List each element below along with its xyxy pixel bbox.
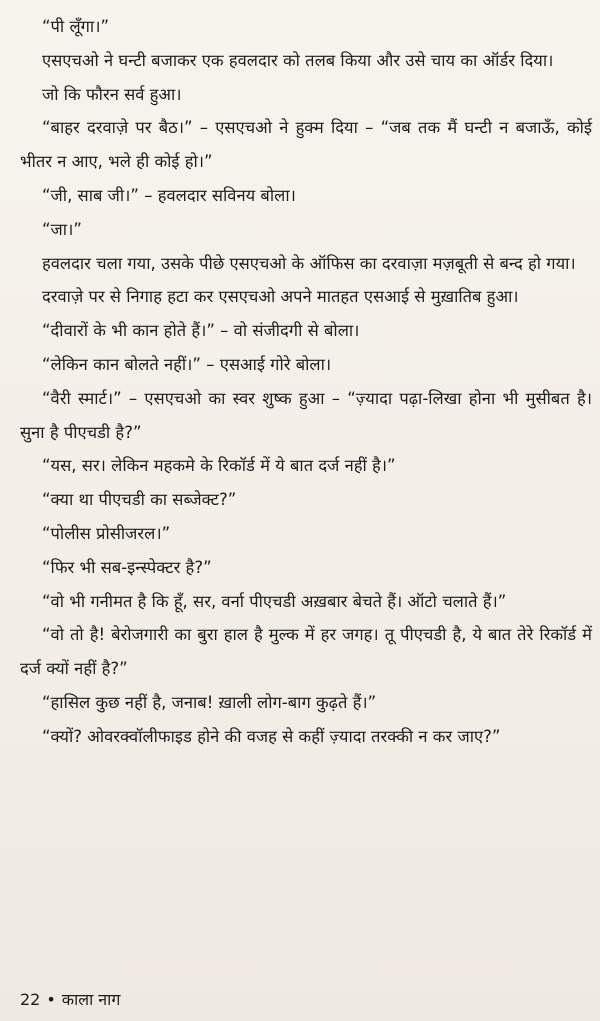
paragraph: “जा।” xyxy=(42,219,82,239)
paragraph: “फिर भी सब-इन्स्पेक्टर है?” xyxy=(42,557,212,577)
footer-separator: • xyxy=(46,990,56,1009)
paragraph: “पी लूँगा।” xyxy=(42,17,109,36)
page-footer xyxy=(20,988,120,1010)
paragraph: हवलदार चला गया, उसके पीछे एसएचओ के ऑफिस का दरवाज़ा मज़बूती से बन्द हो गया। xyxy=(42,253,576,273)
paragraph: “बाहर दरवाज़े पर बैठ।” – एसएचओ ने हुक्म दिया – “जब तक मैं घन्टी न बजाऊँ, कोई भीतर न आए, भले ही कोई हो।” xyxy=(20,118,592,172)
paragraph: “हासिल कुछ नहीं है, जनाब! ख़ाली लोग-बाग कुढ़ते हैं।” xyxy=(42,692,377,712)
book-title: काला नाग xyxy=(61,990,121,1009)
paragraph: “दीवारों के भी कान होते हैं।” – वो संजीदगी से बोला। xyxy=(42,321,360,341)
paragraph: दरवाज़े पर से निगाह हटा कर एसएचओ अपने मातहत एसआई से मुख़ातिब हुआ। xyxy=(42,287,519,307)
page-number: 22 xyxy=(20,990,41,1009)
paragraph: “पोलीस प्रोसीजरल।” xyxy=(42,523,171,543)
paragraph: “क्या था पीएचडी का सब्जेक्ट?” xyxy=(42,490,237,510)
paragraph: जो कि फौरन सर्व हुआ। xyxy=(42,84,182,104)
page-body-text xyxy=(20,10,592,754)
paragraph: “वैरी स्मार्ट।” – एसएचओ का स्वर शुष्क हुआ – “ज़्यादा पढ़ा-लिखा होना भी मुसीबत है। सुना है पीएचडी है?” xyxy=(20,388,592,442)
paragraph: “यस, सर। लेकिन महकमे के रिकॉर्ड में ये बात दर्ज नहीं है।” xyxy=(42,456,396,476)
paragraph: “जी, साब जी।” – हवलदार सविनय बोला। xyxy=(42,185,296,205)
paragraph: एसएचओ ने घन्टी बजाकर एक हवलदार को तलब किया और उसे चाय का ऑर्डर दिया। xyxy=(42,50,554,70)
paragraph: “क्यों? ओवरक्वॉलीफाइड होने की वजह से कहीं ज़्यादा तरक्की न कर जाए?” xyxy=(42,726,501,746)
paragraph: “वो तो है! बेरोजगारी का बुरा हाल है मुल्क में हर जगह। तू पीएचडी है, ये बात तेरे रिकॉर्ड में दर्ज क्यों नहीं है?” xyxy=(20,625,592,679)
paragraph: “लेकिन कान बोलते नहीं।” – एसआई गोरे बोला। xyxy=(42,354,332,374)
paragraph: “वो भी गनीमत है कि हूँ, सर, वर्ना पीएचडी अख़बार बेचते हैं। ऑटो चलाते हैं।” xyxy=(42,591,507,611)
